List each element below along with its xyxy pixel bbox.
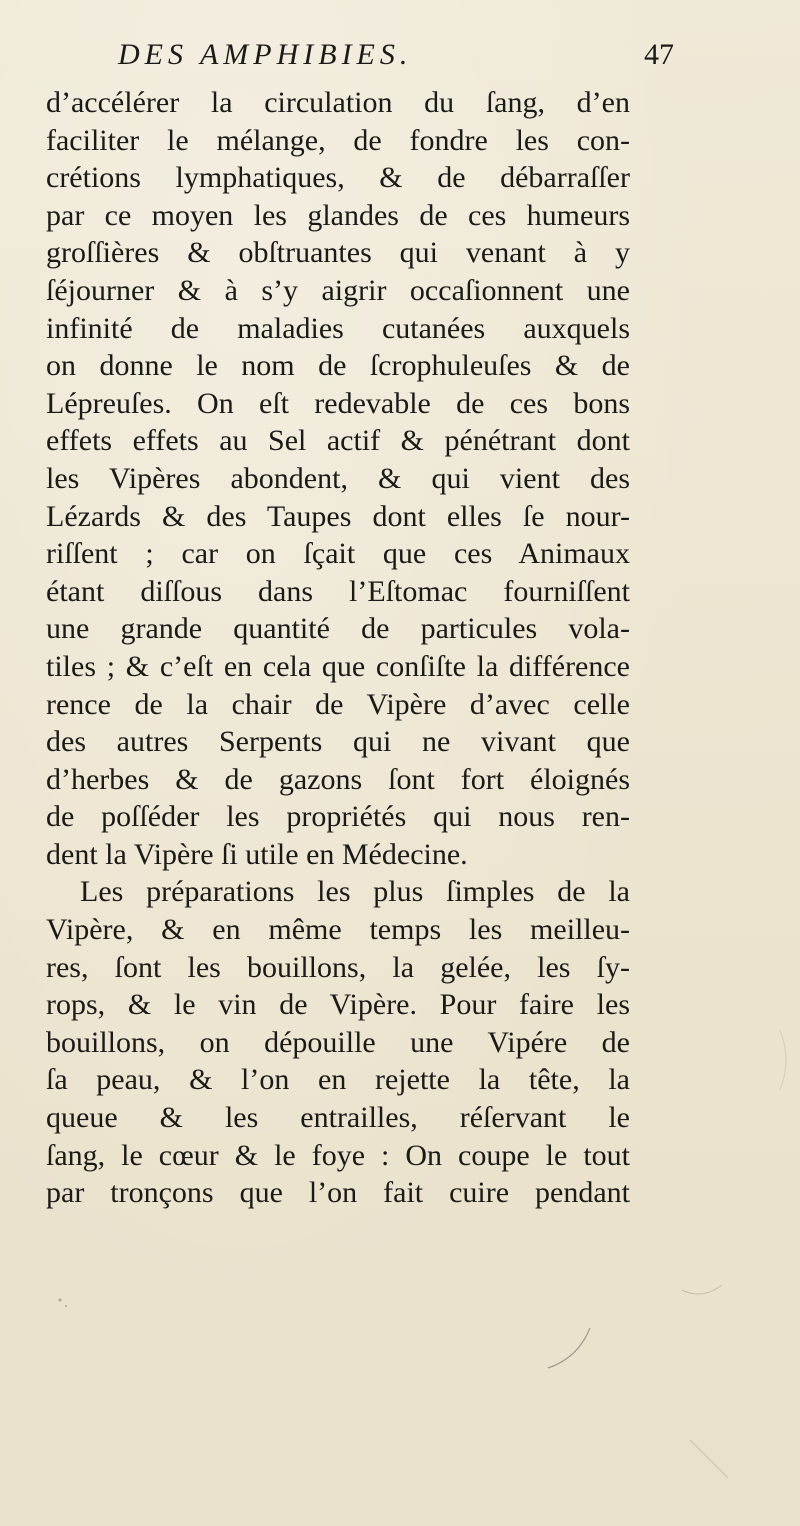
text-line: Lépreuſes. On eſt redevable de ces bons xyxy=(46,386,630,420)
text-line: faciliter le mélange, de fondre les con- xyxy=(46,123,630,157)
text-line: groſſières & obſtruantes qui venant à y xyxy=(46,236,630,270)
text-line: ſa peau, & l’on en rejette la tête, la xyxy=(46,1063,630,1097)
running-title: DES AMPHIBIES. xyxy=(118,38,413,71)
text-line: dent la Vipère ſi utile en Médecine. xyxy=(46,837,468,871)
text-line: des autres Serpents qui ne vivant que xyxy=(46,725,630,759)
page-number: 47 xyxy=(644,38,674,71)
text-line: par tronçons que l’on fait cuire pendant xyxy=(46,1176,630,1210)
text-line: les Vipères abondent, & qui vient des xyxy=(46,461,630,495)
text-line: crétions lymphatiques, & de débarraſſer xyxy=(46,161,630,195)
text-line: de poſſéder les propriétés qui nous ren- xyxy=(46,800,630,834)
text-line: d’herbes & de gazons ſont fort éloignés xyxy=(46,762,630,796)
text-line: ſéjourner & à s’y aigrir occaſionnent une xyxy=(46,273,630,307)
text-line: rops, & le vin de Vipère. Pour faire les xyxy=(46,988,630,1022)
text-line: d’accélérer la circulation du ſang, d’en xyxy=(46,86,630,119)
text-line: rence de la chair de Vipère d’avec celle xyxy=(46,687,630,721)
text-line: Lézards & des Taupes dont elles ſe nour- xyxy=(46,499,630,533)
text-line: infinité de maladies cutanées auxquels xyxy=(46,311,630,345)
running-head xyxy=(118,38,678,78)
text-line: Vipère, & en même temps les meilleu- xyxy=(46,913,630,947)
text-line: une grande quantité de particules vola- xyxy=(46,612,630,646)
text-line: effets effets au Sel actif & pénétrant dont xyxy=(46,424,630,458)
text-line: riſſent ; car on ſçait que ces Animaux xyxy=(46,537,630,571)
text-line: queue & les entrailles, réſervant le xyxy=(46,1101,630,1135)
text-line: res, ſont les bouillons, la gelée, les ſy- xyxy=(46,950,630,984)
text-line: par ce moyen les glandes de ces humeurs xyxy=(46,198,630,232)
text-line: tiles ; & c’eſt en cela que conſiſte la différence xyxy=(46,649,630,683)
body-text xyxy=(46,84,630,1212)
text-line: Les préparations les plus ſimples de la xyxy=(80,875,630,909)
text-line: on donne le nom de ſcrophuleuſes & de xyxy=(46,349,630,383)
text-line: ſang, le cœur & le foye : On coupe le tout xyxy=(46,1138,630,1172)
text-line: bouillons, on dépouille une Vipére de xyxy=(46,1025,630,1059)
text-line: étant diſſous dans l’Eſtomac fourniſſent xyxy=(46,574,630,608)
